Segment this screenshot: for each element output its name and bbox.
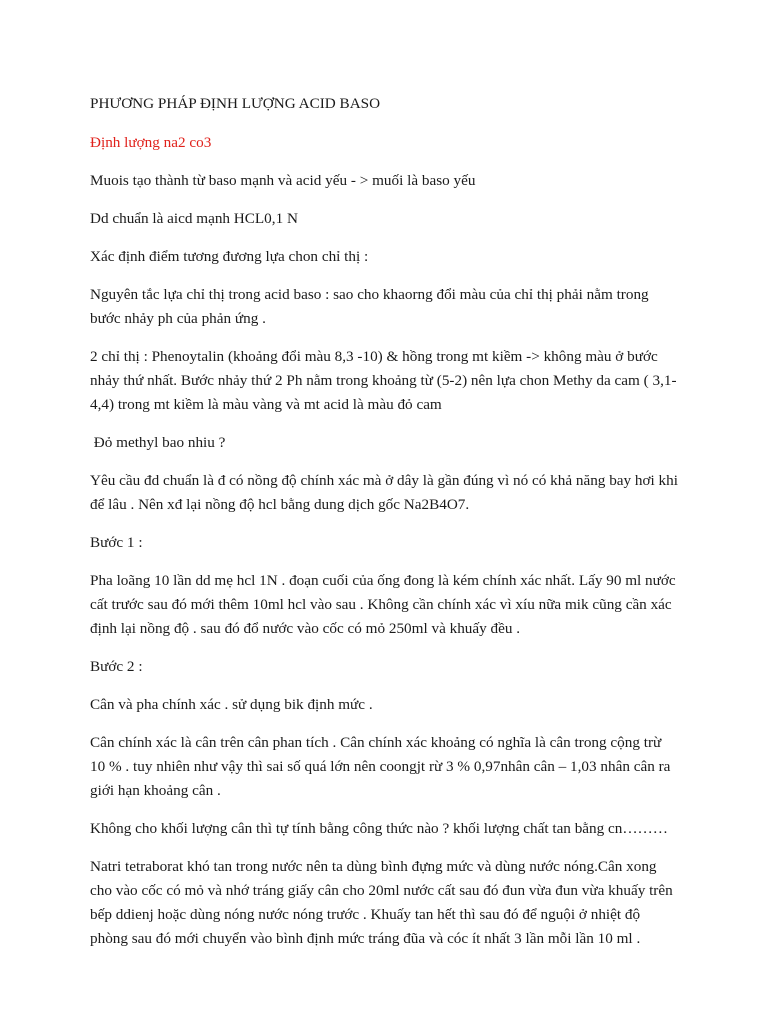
- step-1-heading: Bước 1 :: [90, 534, 143, 551]
- paragraph-indicator-principle: Nguyên tắc lựa chỉ thị trong acid baso : sao cho khaorng đổi màu của chỉ thị phải nằm trong bước nhảy ph của phản ứng .: [90, 286, 649, 327]
- paragraph-sodium-tetraborate: Natri tetraborat khó tan trong nước nên ta dùng bình đựng mức và dùng nước nóng.Cân xong cho vào cốc có mỏ và nhớ tráng giấy cân cho 20ml nước cất sau đó đun vừa đun vừa khuấy trên bếp ddienj hoặc dùng nóng nước nóng trước . Khuấy tan hết thì sau đó để nguội ở nhiệt độ phòng sau đó mới chuyển vào bình định mức tráng đũa và cóc ít nhất 3 lần mỗi lần 10 ml .: [90, 858, 673, 947]
- step-2-heading: Bước 2 :: [90, 658, 143, 675]
- paragraph-methyl-red-question: Đỏ methyl bao nhiu ?: [90, 434, 226, 451]
- paragraph-standard-solution: Dd chuẩn là aicd mạnh HCL0,1 N: [90, 210, 298, 227]
- paragraph-equivalence-point: Xác định điểm tương đương lựa chon chỉ thị :: [90, 248, 369, 265]
- paragraph-salt-definition: Muois tạo thành từ baso mạnh và acid yếu - > muối là baso yếu: [90, 172, 476, 189]
- paragraph-two-indicators: 2 chỉ thị : Phenoytalin (khoảng đổi màu 8,3 -10) & hồng trong mt kiềm -> không màu ở bước nhảy thứ nhất. Bước nhảy thứ 2 Ph nằm trong khoảng từ (5-2) nên lựa chon Methy da cam ( 3,1- 4,4) trong mt kiềm là màu vàng và mt acid là màu đỏ cam: [90, 348, 677, 413]
- paragraph-mass-formula: Không cho khối lượng cân thì tự tính bằng công thức nào ? khối lượng chất tan bằng cn………: [90, 820, 668, 837]
- section-heading: Định lượng na2 co3: [90, 134, 212, 151]
- paragraph-step-2: Cân và pha chính xác . sử dụng bik định mức .: [90, 696, 373, 713]
- paragraph-step-1: Pha loãng 10 lần dd mẹ hcl 1N . đoạn cuối của ống đong là kém chính xác nhất. Lấy 90 ml nước cất trước sau đó mới thêm 10ml hcl vào sau . Không cần chính xác vì xíu nữa mik cũng cần xác định lại nồng độ . sau đó đổ nước vào cốc có mỏ 250ml và khuấy đều .: [90, 572, 676, 637]
- paragraph-analytical-balance: Cân chính xác là cân trên cân phan tích . Cân chính xác khoảng có nghĩa là cân trong cộng trừ 10 % . tuy nhiên như vậy thì sai số quá lớn nên coongjt rừ 3 % 0,97nhân cân – 1,03 nhân cân ra giới hạn khoảng cân .: [90, 734, 671, 799]
- document-title: PHƯƠNG PHÁP ĐỊNH LƯỢNG ACID BASO: [90, 95, 381, 112]
- document-body: [90, 92, 680, 965]
- paragraph-standard-requirement: Yêu cầu đd chuẩn là đ có nồng độ chính xác mà ở dây là gần đúng vì nó có khả năng bay hơi khi để lâu . Nên xđ lại nồng độ hcl bằng dung dịch gốc Na2B4O7.: [90, 472, 678, 513]
